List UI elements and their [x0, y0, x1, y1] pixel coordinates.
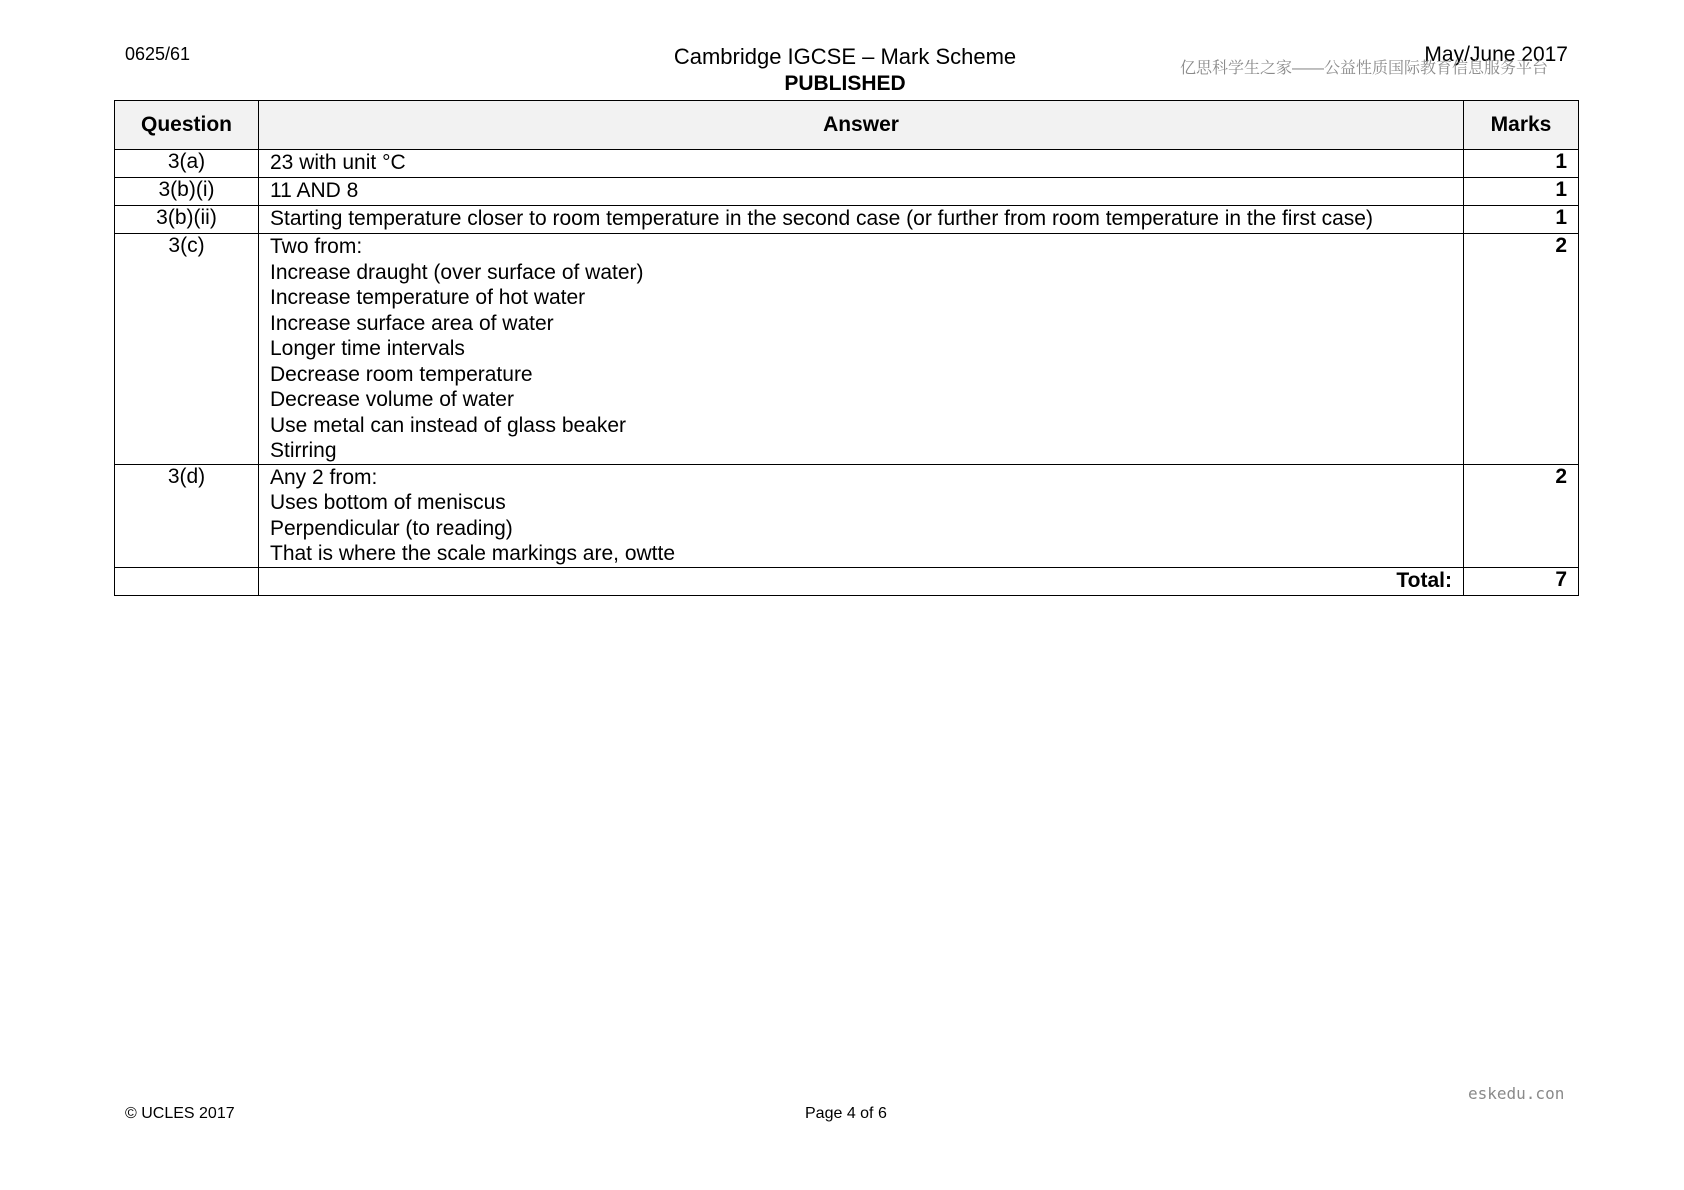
mark-scheme-table: [114, 100, 1579, 596]
table-row: [115, 234, 1579, 465]
column-header-marks: Marks: [1464, 101, 1579, 150]
answer-line: Uses bottom of meniscus: [270, 491, 506, 514]
answer-line: Use metal can instead of glass beaker: [270, 413, 627, 437]
column-header-question: Question: [115, 101, 259, 150]
total-marks: 7: [1464, 567, 1579, 595]
watermark-text: 亿思科学生之家——公益性质国际教育信息服务平台: [1180, 60, 1549, 77]
paper-code: 0625/61: [125, 44, 191, 64]
document-title-block: [600, 43, 1090, 97]
question-cell: 3(c): [115, 234, 259, 465]
answer-line: Decrease room temperature: [270, 362, 533, 386]
answer-line: Increase surface area of water: [270, 311, 554, 335]
table-row: [115, 464, 1579, 567]
marks-cell: 2: [1464, 464, 1579, 567]
question-cell: 3(d): [115, 464, 259, 567]
answer-line: 23 with unit °C: [270, 151, 406, 174]
marks-cell: 1: [1464, 206, 1579, 234]
total-row: [115, 567, 1579, 595]
answer-line: Increase draught (over surface of water): [270, 260, 644, 284]
question-cell: 3(a): [115, 150, 259, 178]
table-row: [115, 150, 1579, 178]
table-header-row: [115, 101, 1579, 150]
answer-line: That is where the scale markings are, owtte: [270, 542, 676, 565]
question-cell-empty: [115, 567, 259, 595]
answer-cell: [259, 206, 1464, 234]
marks-cell: 1: [1464, 178, 1579, 206]
answer-cell: [259, 178, 1464, 206]
question-cell: 3(b)(ii): [115, 206, 259, 234]
answer-line: Stirring: [270, 439, 337, 462]
marks-cell: 2: [1464, 234, 1579, 465]
exam-session: May/June 2017: [1424, 43, 1568, 66]
published-label: PUBLISHED: [784, 72, 906, 95]
marks-cell: 1: [1464, 150, 1579, 178]
answer-line: Decrease volume of water: [270, 388, 514, 411]
answer-cell: [259, 150, 1464, 178]
table-row: [115, 206, 1579, 234]
answer-line: Longer time intervals: [270, 337, 465, 360]
copyright: © UCLES 2017: [125, 1105, 235, 1122]
answer-cell: [259, 464, 1464, 567]
column-header-answer: Answer: [259, 101, 1464, 150]
total-label: Total:: [259, 567, 1464, 595]
answer-line: Starting temperature closer to room temperature in the second case (or further from room temperature in the first case): [270, 207, 1373, 230]
answer-line: Increase temperature of hot water: [270, 286, 586, 309]
answer-line: 11 AND 8: [270, 179, 359, 202]
answer-line: Perpendicular (to reading): [270, 516, 513, 540]
answer-cell: [259, 234, 1464, 465]
page-number: Page 4 of 6: [805, 1105, 887, 1122]
question-cell: 3(b)(i): [115, 178, 259, 206]
answer-line: Any 2 from:: [270, 465, 378, 489]
table-row: [115, 178, 1579, 206]
watermark-site: eskedu.con: [1468, 1084, 1565, 1103]
answer-line: Two from:: [270, 235, 363, 258]
document-title: Cambridge IGCSE – Mark Scheme: [673, 44, 1017, 69]
